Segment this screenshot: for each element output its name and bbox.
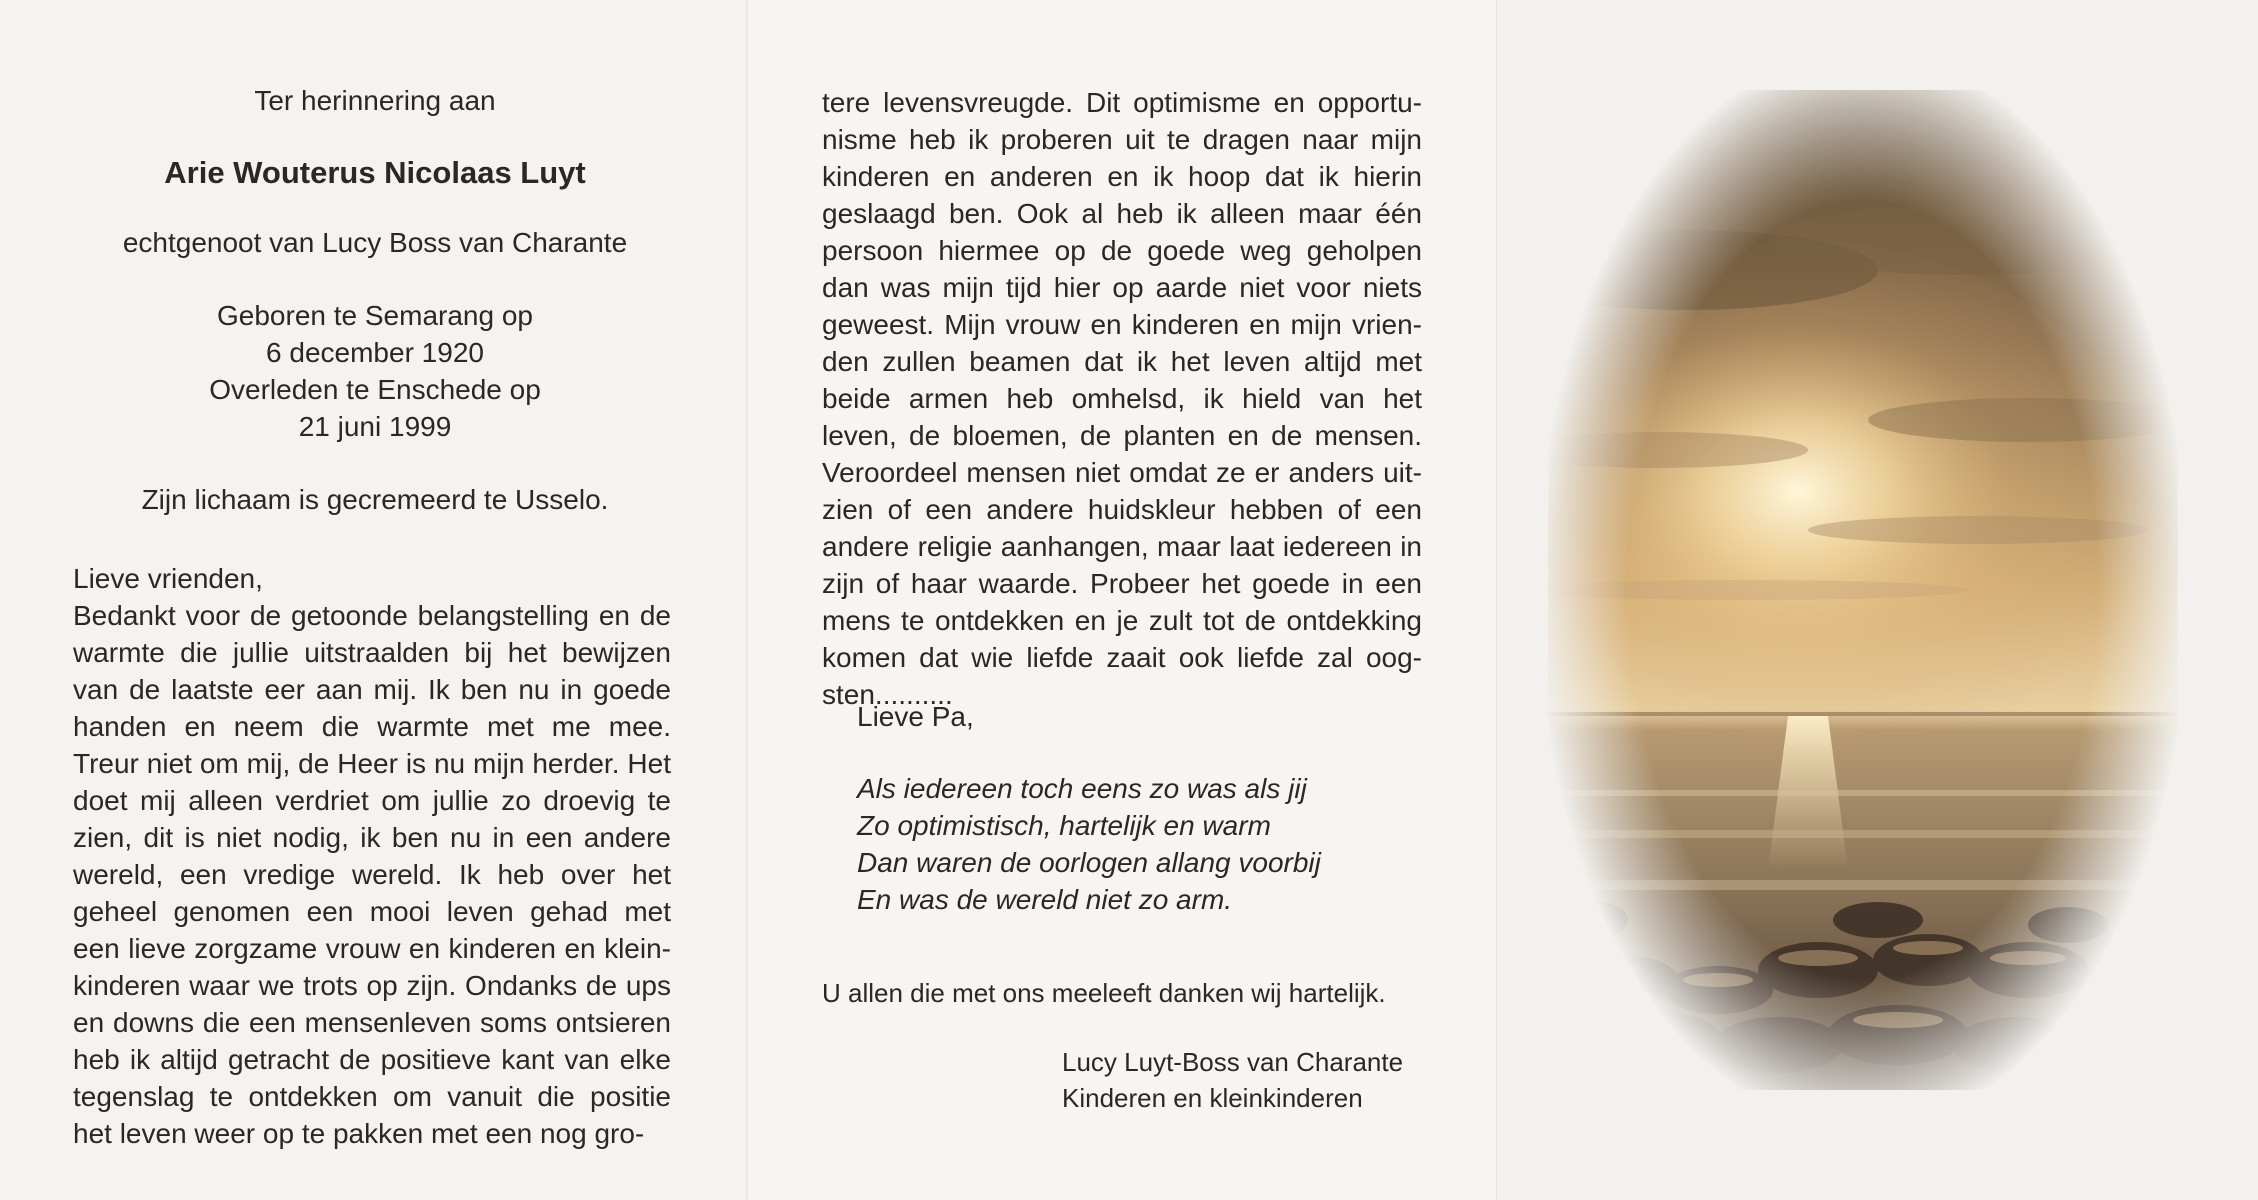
poem-line: Zo optimistisch, hartelijk en warm xyxy=(857,810,1271,841)
poem-line: En was de wereld niet zo arm. xyxy=(857,884,1233,915)
fold-line xyxy=(746,0,749,1200)
letter-part-1 xyxy=(73,560,671,1152)
sunset-sea-photo xyxy=(1548,90,2178,1090)
dates-block xyxy=(70,297,680,445)
died-date: 21 juni 1999 xyxy=(298,411,452,442)
poem-line: Als iedereen toch eens zo was als jij xyxy=(857,773,1307,804)
deceased-name: Arie Wouterus Nicolaas Luyt xyxy=(164,155,586,190)
letter-part-2 xyxy=(822,84,1422,713)
poem xyxy=(857,770,1321,918)
born-date: 6 december 1920 xyxy=(266,337,484,368)
poem-line: Dan waren de oorlogen allang voorbij xyxy=(857,847,1321,878)
intro-block xyxy=(70,82,680,518)
letter-salutation: Lieve vrienden, xyxy=(73,563,263,594)
heading: Ter herinnering aan xyxy=(254,85,496,116)
fold-line xyxy=(1496,0,1499,1200)
signature-name: Lucy Luyt-Boss van Charante xyxy=(1062,1047,1404,1077)
poem-greeting: Lieve Pa, xyxy=(857,701,974,732)
signature-family: Kinderen en kleinkinderen xyxy=(1062,1083,1363,1113)
born-line: Geboren te Semarang op xyxy=(217,300,533,331)
signature-block xyxy=(1062,1044,1403,1116)
cremation-line: Zijn lichaam is gecremeerd te Usselo. xyxy=(141,484,609,515)
died-line: Overleden te Enschede op xyxy=(209,374,541,405)
letter-text-2: tere levensvreugde. Dit optimisme en opportunisme heb ik proberen uit te dragen naar mijn kinderen en anderen en ik hoop dat ik hierin geslaagd ben. Ook al heb ik alleen maar één persoon hiermee op de goede weg geholpen dan was mijn tijd hier op aarde niet voor niets geweest. Mijn vrouw en kinderen en mijn vrienden zullen beamen dat ik het leven altijd met beide armen heb omhelsd, ik hield van het leven, de bloemen, de planten en de mensen. Veroordeel mensen niet omdat ze er anders uitzien of een andere huidskleur hebben of een andere religie aanhangen, maar laat iedereen in zijn of haar waarde. Probeer het goede in een mens te ontdekken en je zult tot de ontdekking komen dat wie liefde zaait ook liefde zal oogsten.......... xyxy=(822,87,1422,710)
letter-text-1: Bedankt voor de getoonde belangstelling en de warmte die jullie uitstraalden bij het bewijzen van de laatste eer aan mij. Ik ben nu in goede handen en neem die warmte met me mee. Treur niet om mij, de Heer is nu mijn herder. Het doet mij alleen verdriet om jullie zo droevig te zien, dit is niet nodig, ik ben nu in een andere wereld, een vredige wereld. Ik heb over het geheel genomen een mooi leven gehad met een lieve zorgzame vrouw en kinderen en kleinkinderen waar we trots op zijn. Ondanks de ups en downs die een mensenleven soms ontsieren heb ik altijd getracht de positieve kant van elke tegenslag te ontdekken om vanuit die positie het leven weer op te pakken met een nog gro- xyxy=(73,600,671,1149)
photo-illustration xyxy=(1548,90,2178,1090)
spouse-line: echtgenoot van Lucy Boss van Charante xyxy=(122,227,628,258)
thanks-line: U allen die met ons meeleeft danken wij hartelijk. xyxy=(822,978,1386,1008)
